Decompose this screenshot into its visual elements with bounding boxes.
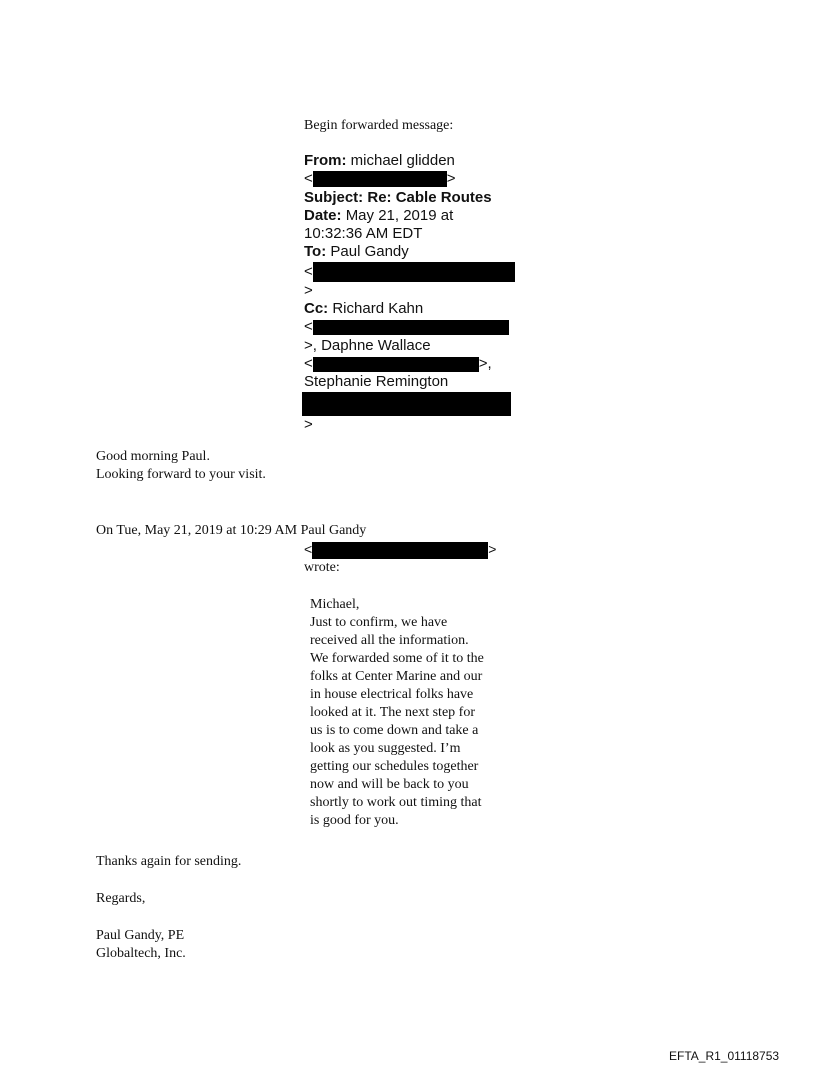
signature-name: Paul Gandy, PE (96, 928, 185, 943)
subject-value: Re: Cable Routes (367, 188, 492, 206)
date-value-1: May 21, 2019 at (345, 206, 454, 224)
angle-open: < (304, 262, 313, 280)
reply-line: Looking forward to your visit. (96, 467, 266, 482)
to-label: To: (304, 243, 327, 261)
angle-open: < (304, 541, 313, 557)
to-line (304, 243, 534, 261)
redaction-block (312, 542, 488, 559)
forwarded-header (304, 152, 534, 434)
cc-name-1: Richard Kahn (332, 300, 424, 318)
forward-intro: Begin forwarded message: (304, 118, 454, 133)
signature-company: Globaltech, Inc. (96, 946, 186, 961)
date-line (304, 207, 534, 225)
redaction-block (313, 262, 515, 282)
to-name: Paul Gandy (330, 243, 409, 261)
quote-attribution: On Tue, May 21, 2019 at 10:29 AM Paul Gandy (96, 523, 367, 538)
quoted-line: Just to confirm, we have (310, 615, 448, 630)
redaction-block (313, 357, 479, 372)
redaction-block (313, 171, 447, 187)
to-email-line (304, 262, 534, 282)
cc-email-3 (304, 392, 534, 416)
cc-label: Cc: (304, 300, 329, 318)
quote-wrote: wrote: (304, 560, 340, 575)
from-email-line (304, 170, 534, 188)
cc-email-2 (304, 355, 534, 373)
angle-close: > (488, 541, 497, 557)
signature (96, 927, 186, 963)
document-id: EFTA_R1_01118753 (669, 1049, 780, 1063)
quoted-line: look as you suggested. I’m (310, 741, 461, 756)
redaction-block (302, 392, 511, 416)
regards-line: Regards, (96, 891, 146, 906)
cc-line (304, 300, 534, 318)
reply-line: Good morning Paul. (96, 449, 210, 464)
subject-label: Subject: (304, 188, 364, 206)
quoted-line: in house electrical folks have (310, 687, 474, 702)
quoted-body (310, 596, 530, 830)
quoted-line: We forwarded some of it to the (310, 651, 484, 666)
date-value-2: 10:32:36 AM EDT (304, 225, 423, 243)
quoted-line: is good for you. (310, 813, 399, 828)
quoted-line: getting our schedules together (310, 759, 479, 774)
redaction-block (313, 320, 509, 335)
date-label: Date: (304, 206, 342, 224)
angle-open: < (304, 354, 313, 372)
cc-name-3: Stephanie Remington (304, 373, 449, 391)
quoted-line: shortly to work out timing that (310, 795, 482, 810)
from-label: From: (304, 152, 347, 169)
angle-open: < (304, 170, 313, 188)
subject-line (304, 189, 534, 207)
from-line (304, 152, 534, 170)
cc-email-1 (304, 318, 534, 336)
quoted-line: received all the information. (310, 633, 469, 648)
angle-open: < (304, 318, 313, 336)
from-name: michael glidden (350, 152, 455, 169)
angle-close-comma: >, (478, 354, 492, 372)
quote-email-line (304, 540, 496, 560)
quoted-line: now and will be back to you (310, 777, 469, 792)
quoted-line: Michael, (310, 597, 360, 612)
reply-body (96, 448, 266, 484)
quoted-line: us is to come down and take a (310, 723, 479, 738)
cc-email-3-close: > (304, 415, 313, 433)
quoted-line: folks at Center Marine and our (310, 669, 483, 684)
to-email-close: > (304, 281, 313, 299)
quoted-line: looked at it. The next step for (310, 705, 475, 720)
cc-name-2: >, Daphne Wallace (304, 336, 431, 354)
angle-close: > (446, 170, 456, 188)
thanks-line: Thanks again for sending. (96, 854, 242, 869)
